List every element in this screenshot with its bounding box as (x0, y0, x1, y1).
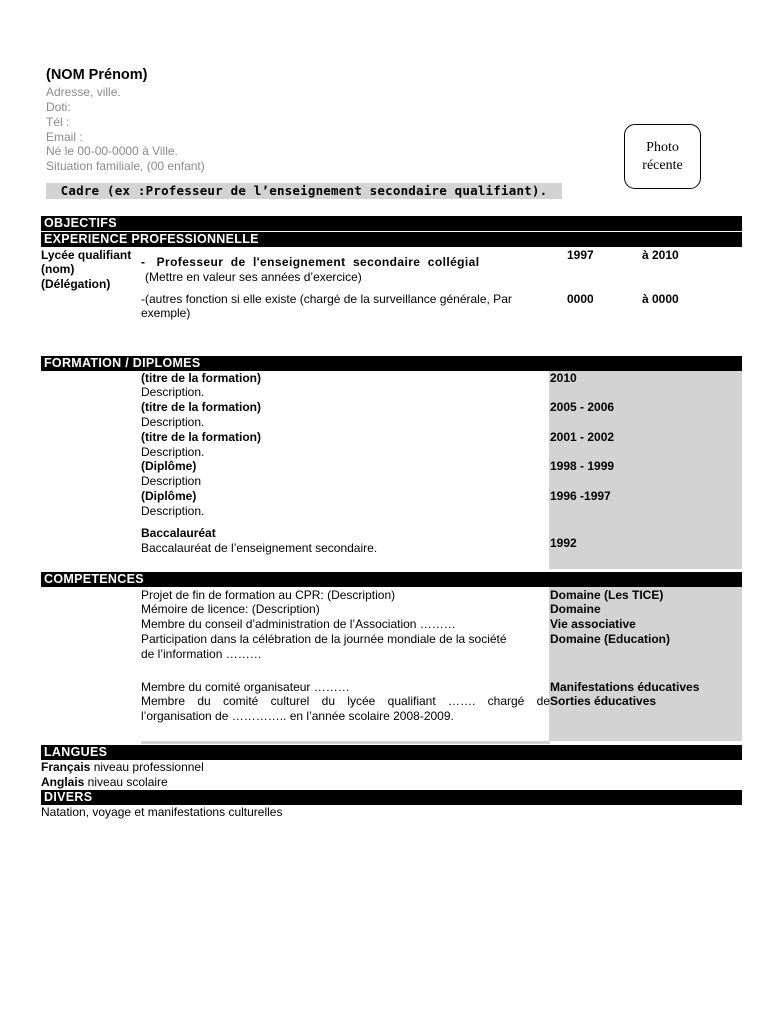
formation-desc: Description (141, 474, 202, 488)
language-french-name: Français (41, 760, 91, 774)
formation-title: (titre de la formation) (141, 430, 262, 444)
photo-placeholder (624, 124, 701, 189)
contact-address: Adresse, ville. (46, 85, 121, 99)
experience-institution-name: (nom) (41, 262, 75, 276)
competence-item-cont: de l’information ……… (141, 647, 262, 661)
formation-desc: Baccalauréat de l’enseignement secondaire. (141, 541, 378, 555)
competence-domain: Sorties éducatives (550, 694, 657, 708)
section-objectifs: OBJECTIFS (41, 216, 742, 231)
language-english-level: niveau scolaire (84, 775, 168, 789)
experience-institution: Lycée qualifiant (41, 248, 132, 262)
formation-diploma: (Diplôme) (141, 489, 197, 503)
competences-divider (141, 741, 550, 744)
language-english-name: Anglais (41, 775, 85, 789)
experience-job2-line1: -(autres fonction si elle existe (chargé de la surveillance générale, Par (141, 292, 512, 306)
formation-desc: Description. (141, 504, 205, 518)
formation-year: 2001 - 2002 (550, 430, 615, 444)
language-french-level: niveau professionnel (90, 760, 204, 774)
experience-job2-to: à 0000 (642, 292, 679, 306)
competence-item: Membre du conseil d’administration de l’Association ……… (141, 617, 456, 631)
competence-item: Mémoire de licence: (Description) (141, 602, 320, 616)
competence-item: Participation dans la célébration de la journée mondiale de la société (141, 632, 507, 646)
formation-desc: Description. (141, 415, 205, 429)
competence-domain: Domaine (Les TICE) (550, 588, 664, 602)
section-experience: EXPERIENCE PROFESSIONNELLE (41, 232, 742, 247)
contact-phone: Tél : (46, 115, 70, 129)
formation-title: (titre de la formation) (141, 371, 262, 385)
experience-job2-from: 0000 (567, 292, 594, 306)
contact-birth: Né le 00-00-0000 à Ville. (46, 144, 178, 158)
formation-desc: Description. (141, 445, 205, 459)
competence-item: Projet de fin de formation au CPR: (Description) (141, 588, 396, 602)
candidate-name: (NOM Prénom) (46, 67, 148, 83)
photo-label-line2: récente (642, 158, 683, 173)
formation-title: (titre de la formation) (141, 400, 262, 414)
formation-year: 1996 -1997 (550, 489, 611, 503)
language-english (41, 776, 168, 790)
formation-year: 1998 - 1999 (550, 459, 615, 473)
contact-family: Situation familiale, (00 enfant) (46, 159, 205, 173)
competence-domain: Vie associative (550, 617, 636, 631)
competence-item: Membre du comité organisateur ……… (141, 680, 350, 694)
job-title-banner: Cadre (ex :Professeur de l’enseignement secondaire qualifiant). (46, 183, 562, 199)
experience-job1-to: à 2010 (642, 248, 679, 262)
formation-diploma: (Diplôme) (141, 459, 197, 473)
experience-delegation: (Délégation) (41, 277, 111, 291)
section-competences: COMPETENCES (41, 572, 742, 587)
formation-baccalaureat: Baccalauréat (141, 526, 216, 540)
divers-text: Natation, voyage et manifestations culturelles (41, 805, 283, 819)
formation-year: 1992 (550, 536, 577, 550)
competence-domain: Domaine (550, 602, 601, 616)
competence-item-cont: l’organisation de ………….. en l’année scolaire 2008-2009. (141, 709, 454, 723)
experience-job1-from: 1997 (567, 248, 594, 262)
contact-email: Email : (46, 130, 83, 144)
formation-year: 2005 - 2006 (550, 400, 615, 414)
competence-domain: Domaine (Education) (550, 632, 671, 646)
competence-item: Membre du comité culturel du lycée qualifiant ……. chargé de (141, 694, 550, 708)
experience-job1-title: - Professeur de l'enseignement secondaire collégial (141, 255, 480, 269)
experience-job1-note: (Mettre en valeur ses années d’exercice) (145, 270, 362, 284)
language-french (41, 761, 204, 775)
section-divers: DIVERS (41, 790, 742, 805)
section-langues: LANGUES (41, 745, 742, 760)
experience-job2-line2: exemple) (141, 306, 191, 320)
formation-desc: Description. (141, 385, 205, 399)
competence-domain: Manifestations éducatives (550, 680, 700, 694)
photo-label-line1: Photo (646, 140, 679, 155)
section-formation: FORMATION / DIPLOMES (41, 356, 742, 371)
contact-doti: Doti: (46, 100, 71, 114)
formation-year: 2010 (550, 371, 577, 385)
